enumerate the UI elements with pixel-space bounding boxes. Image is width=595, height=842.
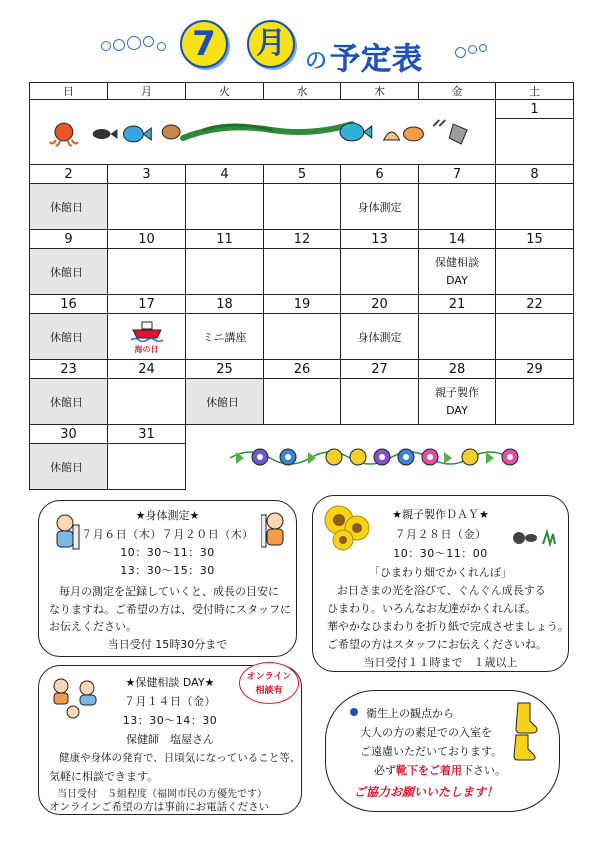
bubble-decoration [479, 44, 487, 52]
event-cell [264, 249, 341, 295]
hoken-date: ７月１４日（金） [124, 695, 216, 708]
event-label: 親子製作 DAY [435, 385, 479, 417]
week-6-dates [30, 425, 574, 444]
notice-line-4c: 下さい。 [462, 764, 506, 777]
week-4-dates [30, 295, 574, 314]
date-cell: 31 [108, 425, 186, 444]
date-cell: 14 [419, 230, 496, 249]
notice-line-2: 大人の方の素足での入室を [360, 726, 492, 739]
weekday-sat: 土 [496, 83, 574, 100]
event-cell [264, 379, 341, 425]
oyako-note: 当日受付１１時まで １歳以上 [363, 656, 518, 669]
week-5-dates [30, 360, 574, 379]
shintai-time-1: 10：30～11：30 [120, 546, 215, 559]
socks-notice-box [325, 690, 560, 812]
title-main: 予定表 [330, 42, 423, 77]
sea-decoration-banner [30, 100, 496, 165]
event-cell-umi-no-hi [108, 314, 186, 360]
date-cell: 28 [419, 360, 496, 379]
event-cell-closed: 休館日 [30, 184, 108, 230]
event-cell: ミニ講座 [186, 314, 264, 360]
event-cell [496, 379, 574, 425]
weekday-header-row [30, 83, 574, 100]
date-cell: 19 [264, 295, 341, 314]
bubble-decoration [127, 36, 141, 50]
date-cell: 24 [108, 360, 186, 379]
event-cell: 身体測定 [341, 184, 419, 230]
weekday-wed: 水 [264, 83, 341, 100]
date-cell: 10 [108, 230, 186, 249]
shintai-body-3: お伝えください。 [49, 620, 137, 633]
shintai-dates: ７月６日（木）７月２０日（木） [81, 528, 254, 541]
date-cell: 30 [30, 425, 108, 444]
date-cell: 8 [496, 165, 574, 184]
date-cell: 26 [264, 360, 341, 379]
weekday-thu: 木 [341, 83, 419, 100]
date-cell: 1 [496, 100, 574, 119]
event-cell-closed: 休館日 [30, 249, 108, 295]
hoken-body-1: 健康や身体の発育で、日頃気になっていること等、 [59, 752, 301, 764]
weekday-sun: 日 [30, 83, 108, 100]
oyako-date: ７月２８日（金） [394, 528, 487, 541]
month-kanji: 月 [247, 20, 295, 68]
event-cell [419, 379, 496, 425]
sea-creatures-illustration [30, 112, 495, 152]
event-cell [341, 379, 419, 425]
hoken-staff: 保健師 塩屋さん [126, 733, 214, 746]
date-cell: 23 [30, 360, 108, 379]
oyako-body-3: 華やかなひまわりを折り紙で完成させましょう。 [327, 620, 569, 633]
event-cell [108, 379, 186, 425]
oyako-body-4: ご希望の方はスタッフにお伝えくださいね。 [327, 638, 547, 651]
shintai-body-1: 毎月の測定を記録していくと、成長の目安に [59, 585, 279, 598]
hoken-online-note: オンラインご希望の方は事前にお電話ください [49, 801, 270, 813]
date-cell: 3 [108, 165, 186, 184]
week-2-dates [30, 165, 574, 184]
event-cell [108, 184, 186, 230]
event-label: 保健相談 DAY [435, 255, 479, 287]
event-cell [264, 314, 341, 360]
date-cell: 29 [496, 360, 574, 379]
date-cell: 5 [264, 165, 341, 184]
notice-closing: ご協力お願いいたします！ [354, 785, 499, 799]
shintai-time-2: 13：30～15：30 [120, 564, 215, 577]
baby-measuring-icon [51, 513, 81, 553]
date-cell: 21 [419, 295, 496, 314]
bubble-decoration [101, 41, 111, 51]
oyako-time: 10：30～11：00 [393, 547, 488, 560]
bubble-decoration [143, 36, 154, 47]
notice-line-4 [374, 762, 506, 778]
notice-line-1: 衛生上の観点から [366, 707, 454, 720]
event-cell [496, 119, 574, 165]
date-cell: 4 [186, 165, 264, 184]
oyako-body-2: ひまわり。いろんなお友達がかくれんぼ。 [327, 602, 536, 615]
bubble-decoration [468, 45, 477, 54]
week-4-events [30, 314, 574, 360]
oyako-heading: ★親子製作ＤＡＹ★ [392, 508, 489, 521]
event-cell-closed: 休館日 [186, 379, 264, 425]
bullet-icon [350, 708, 358, 716]
calendar-grid [29, 82, 574, 490]
date-cell: 9 [30, 230, 108, 249]
weekday-mon: 月 [108, 83, 186, 100]
date-cell: 17 [108, 295, 186, 314]
hoken-heading: ★保健相談 DAY★ [125, 676, 215, 689]
notice-line-4a: 必ず [374, 764, 396, 777]
event-cell [419, 184, 496, 230]
week-1-dates [30, 100, 574, 119]
week-5-events [30, 379, 574, 425]
morning-glory-illustration [186, 442, 574, 472]
shintai-info-box [38, 500, 297, 657]
event-cell [341, 249, 419, 295]
online-badge-line-2: 相談有 [255, 686, 283, 696]
page-title [0, 14, 595, 77]
event-cell [419, 249, 496, 295]
date-cell: 2 [30, 165, 108, 184]
week-2-events [30, 184, 574, 230]
date-cell: 12 [264, 230, 341, 249]
date-cell: 16 [30, 295, 108, 314]
event-cell-closed: 休館日 [30, 379, 108, 425]
event-cell [496, 184, 574, 230]
event-cell [264, 184, 341, 230]
event-cell: 身体測定 [341, 314, 419, 360]
date-cell: 6 [341, 165, 419, 184]
online-badge-line-1: オンライン [246, 672, 292, 682]
oyako-body-1: お日さまの光を浴びて、ぐんぐん成長する [337, 584, 546, 597]
title-particle: の [305, 49, 328, 74]
socks-icon [506, 701, 542, 761]
date-cell: 27 [341, 360, 419, 379]
weekday-tue: 火 [186, 83, 264, 100]
notice-line-3: ご遠慮いただいております。 [360, 745, 503, 758]
bubble-decoration [157, 42, 166, 51]
date-cell: 15 [496, 230, 574, 249]
event-cell-closed: 休館日 [30, 314, 108, 360]
date-cell: 13 [341, 230, 419, 249]
event-cell [496, 314, 574, 360]
shintai-heading: ★身体測定★ [135, 509, 200, 522]
week-3-dates [30, 230, 574, 249]
event-cell-closed: 休館日 [30, 444, 108, 490]
shintai-note: 当日受付 15時30分まで [107, 638, 228, 651]
hoken-time: 13：30～14：30 [122, 714, 218, 727]
event-cell [186, 249, 264, 295]
week-3-events [30, 249, 574, 295]
sea-life-icon [44, 112, 481, 152]
month-number: 7 [180, 20, 228, 68]
date-cell: 7 [419, 165, 496, 184]
date-cell: 11 [186, 230, 264, 249]
oyako-info-box [312, 495, 569, 672]
oyako-subtitle: 「ひまわり畑でかくれんぼ」 [369, 566, 512, 579]
shintai-body-2: なりますね。ご希望の方は、受付時にスタッフに [49, 603, 291, 616]
event-cell [186, 184, 264, 230]
event-cell [108, 444, 186, 490]
date-cell: 25 [186, 360, 264, 379]
hoken-body-2: 気軽に相談できます。 [49, 770, 159, 783]
umi-no-hi-label: 海の日 [134, 344, 159, 354]
morning-glory-icon [230, 442, 530, 472]
boat-icon [130, 320, 164, 342]
event-cell [108, 249, 186, 295]
hoken-note: 当日受付 ５組程度（福岡市民の方優先です） [57, 789, 267, 800]
morning-glory-banner [186, 425, 574, 490]
event-cell [419, 314, 496, 360]
date-cell: 20 [341, 295, 419, 314]
bubble-decoration [113, 39, 125, 51]
ant-icon [509, 526, 557, 548]
weekday-fri: 金 [419, 83, 496, 100]
child-measuring-icon [261, 511, 289, 551]
date-cell: 18 [186, 295, 264, 314]
bubble-decoration [455, 47, 466, 58]
date-cell: 22 [496, 295, 574, 314]
notice-socks-emphasis: 靴下をご着用 [396, 764, 462, 777]
event-cell [496, 249, 574, 295]
hoken-info-box [38, 665, 302, 815]
